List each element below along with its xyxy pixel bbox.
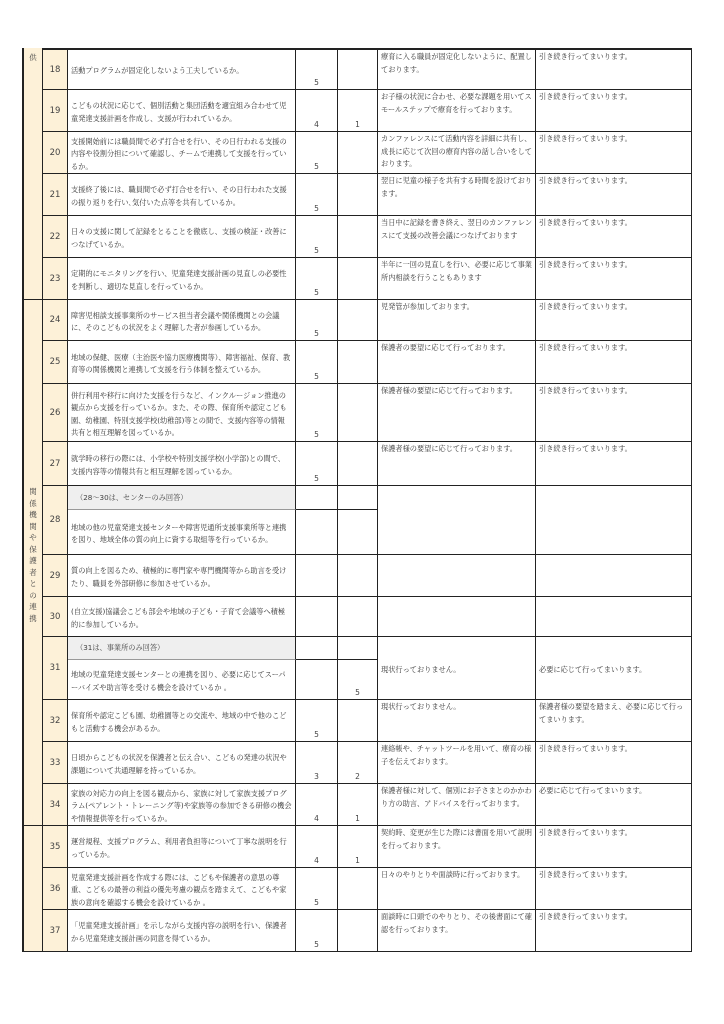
improvement-text: 引き続き行ってまいります。 [539, 912, 632, 921]
question-text: 日頃からこどもの状況を保護者と伝え合い、こどもの発達の状況や課題について共通理解を持っているか。 [71, 753, 287, 775]
question-text-cell [68, 300, 296, 341]
count-yes-value: 5 [314, 898, 319, 907]
improvement-text: 引き続き行ってまいります。 [539, 744, 632, 753]
count-no-cell [338, 300, 378, 341]
improvement-cell [536, 300, 692, 341]
question-number [43, 555, 68, 597]
question-number [43, 341, 68, 384]
current-status-text: 翌日に児童の様子を共有する時間を設けております。 [381, 176, 532, 198]
count-no-cell [338, 868, 378, 910]
question-number-text: 35 [49, 841, 61, 852]
question-number [43, 300, 68, 341]
question-text: こどもの状況に応じて、個別活動と集団活動を適宜組み合わせて児童発達支援計画を作成し、支援が行われているか。 [71, 101, 287, 123]
current-status-cell [378, 868, 536, 910]
count-no-cell [338, 700, 378, 742]
count-yes-cell [296, 660, 338, 700]
question-number-text: 27 [49, 458, 61, 469]
current-status-text: 連絡帳や、チャットツールを用いて、療育の様子を伝えております。 [381, 744, 532, 766]
count-yes-value: 5 [314, 730, 319, 739]
count-yes-value: 5 [314, 474, 319, 483]
count-no-value: 5 [355, 688, 360, 697]
improvement-text: 引き続き行ってまいります。 [539, 260, 632, 269]
current-status-text: 現状行っておりません。 [381, 702, 461, 711]
current-status-cell [378, 784, 536, 826]
count-no-cell [338, 174, 378, 216]
improvement-text: 必要に応じて行ってまいります。 [539, 786, 647, 795]
count-no-cell [338, 384, 378, 442]
improvement-text: 引き続き行ってまいります。 [539, 343, 632, 352]
current-status-cell [378, 300, 536, 341]
count-no-cell [338, 442, 378, 486]
answer-scope-note-text: （28～30は、センターのみ回答） [76, 492, 188, 502]
question-number [43, 442, 68, 486]
question-text-cell [68, 341, 296, 384]
count-yes-cell [296, 637, 338, 660]
section-label-cell [22, 300, 43, 826]
current-status-text: 保護者様の要望に応じて行っております。 [381, 386, 517, 395]
section-label-cell [22, 826, 43, 952]
question-text: 障害児相談支援事業所のサービス担当者会議や関係機関との会議に、そのこどもの状況をよく理解した者が参画しているか。 [71, 310, 280, 332]
count-yes-cell [296, 597, 338, 637]
count-no-value: 1 [355, 814, 360, 823]
improvement-text: 引き続き行ってまいります。 [539, 302, 632, 311]
count-yes-cell [296, 132, 338, 174]
count-no-value: 2 [355, 772, 360, 781]
question-number [43, 784, 68, 826]
question-number [43, 742, 68, 784]
question-number-text: 31 [49, 663, 61, 673]
current-status-text: 保護者様の要望に応じて行っております。 [381, 444, 517, 453]
question-text: 支援開始前には職員間で必ず打合せを行い、その日行われる支援の内容や役割分担について確認し、チームで連携して支援を行っているか。 [71, 136, 287, 171]
question-text: 活動プログラムが固定化しないよう工夫しているか。 [71, 66, 244, 76]
question-text: 質の向上を図るため、積極的に専門家や専門機関等から助言を受けたり、職員を外部研修に参加させているか。 [71, 566, 287, 588]
improvement-cell [536, 216, 692, 258]
count-yes-value: 5 [314, 430, 319, 439]
count-no-cell [338, 555, 378, 597]
question-text: 日々の支援に関して記録をとることを徹底し、支援の検証・改善につなげているか。 [71, 227, 287, 249]
current-status-cell [378, 216, 536, 258]
question-number-text: 20 [49, 147, 61, 158]
question-text-cell [68, 910, 296, 952]
improvement-cell [536, 555, 692, 597]
current-status-cell [378, 597, 536, 637]
question-number-text: 36 [49, 883, 61, 894]
question-text-cell [68, 90, 296, 132]
count-no-cell [338, 637, 378, 660]
current-status-text: 療育に入る職員が固定化しないように、配置しております。 [381, 52, 532, 74]
question-text-cell [68, 597, 296, 637]
improvement-text: 引き続き行ってまいります。 [539, 176, 632, 185]
question-number-text: 18 [49, 64, 61, 75]
count-yes-cell [296, 48, 338, 90]
improvement-text: 引き続き行ってまいります。 [539, 828, 632, 837]
question-text: 併行利用や移行に向けた支援を行うなど、インクルージョン推進の観点から支援を行っているか。また、その際、保育所や認定こども園、幼稚園、特別支援学校(幼稚部)等との間で、支援内容等の情報共有と相互理解を図っているか。 [71, 390, 287, 437]
current-status-text: 当日中に記録を書き終え、翌日のカンファレンスにて支援の改善会議につなげております [381, 218, 533, 240]
question-text-cell [68, 216, 296, 258]
current-status-text: カンファレンスにて活動内容を詳細に共有し、成長に応じて次回の療育内容の話し合いをしております。 [381, 134, 532, 168]
answer-scope-note [68, 637, 296, 660]
question-number-text: 34 [49, 799, 61, 810]
count-no-cell [338, 597, 378, 637]
question-text-cell [68, 742, 296, 784]
current-status-text: 面談時に口頭でのやりとり、その後書面にて確認を行っております。 [381, 912, 532, 934]
count-yes-value: 4 [314, 814, 319, 823]
count-yes-value: 5 [314, 372, 319, 381]
question-number [43, 384, 68, 442]
improvement-text: 引き続き行ってまいります。 [539, 444, 632, 453]
question-number-text: 28 [49, 515, 61, 525]
improvement-cell [536, 826, 692, 868]
answer-scope-note-text: （31は、事業所のみ回答） [76, 643, 165, 652]
current-status-cell [378, 742, 536, 784]
improvement-cell [536, 486, 692, 555]
improvement-text: 引き続き行ってまいります。 [539, 386, 632, 395]
question-number-text: 30 [49, 611, 61, 622]
question-text-cell [68, 868, 296, 910]
question-number-text: 29 [49, 570, 61, 581]
count-yes-cell [296, 555, 338, 597]
count-yes-value: 4 [314, 120, 319, 129]
question-text-cell [68, 442, 296, 486]
question-text-cell [68, 510, 296, 555]
current-status-cell [378, 555, 536, 597]
current-status-text: 半年に一回の見直しを行い、必要に応じて事業所内相談を行うこともあります [381, 260, 532, 282]
current-status-cell [378, 910, 536, 952]
question-text-cell [68, 660, 296, 700]
count-no-cell [338, 258, 378, 300]
count-yes-cell [296, 742, 338, 784]
count-yes-cell [296, 868, 338, 910]
improvement-text: 引き続き行ってまいります。 [539, 218, 632, 227]
question-text-cell [68, 700, 296, 742]
current-status-text: 保護者様に対して、個別にお子さまとのかかわり方の助言、アドバイスを行っております。 [381, 786, 532, 808]
question-text-cell [68, 384, 296, 442]
question-text-cell [68, 555, 296, 597]
count-yes-cell [296, 700, 338, 742]
question-text-cell [68, 784, 296, 826]
question-number [43, 48, 68, 90]
improvement-cell [536, 48, 692, 90]
improvement-text: 引き続き行ってまいります。 [539, 134, 632, 143]
current-status-cell [378, 258, 536, 300]
count-yes-cell [296, 910, 338, 952]
current-status-text: 契約時、変更が生じた際には書面を用いて説明を行っております。 [381, 828, 532, 850]
count-no-cell [338, 742, 378, 784]
count-yes-cell [296, 442, 338, 486]
section-label: 供 [29, 53, 37, 62]
question-text: 家族の対応力の向上を図る観点から、家族に対して家族支援プログラム(ペアレント・トレーニング等)や家族等の参加できる研修の機会や情報提供等を行っているか。 [71, 788, 292, 823]
current-status-text: 現状行っておりません。 [381, 665, 461, 674]
count-no-cell [338, 826, 378, 868]
current-status-text: 児発管が参加しております。 [381, 302, 474, 311]
improvement-cell [536, 637, 692, 700]
count-yes-cell [296, 826, 338, 868]
question-number [43, 597, 68, 637]
question-number-text: 32 [49, 715, 61, 726]
question-number [43, 216, 68, 258]
improvement-cell [536, 341, 692, 384]
improvement-text: 引き続き行ってまいります。 [539, 52, 632, 61]
improvement-cell [536, 90, 692, 132]
improvement-cell [536, 742, 692, 784]
count-yes-cell [296, 216, 338, 258]
count-yes-value: 5 [314, 78, 319, 87]
question-number [43, 637, 68, 700]
question-text: 定期的にモニタリングを行い、児童発達支援計画の見直しの必要性を判断し、適切な見直しを行っているか。 [71, 269, 287, 291]
count-yes-value: 5 [314, 288, 319, 297]
improvement-text: 保護者様の要望を踏まえ、必要に応じて行ってまいります。 [539, 702, 684, 724]
count-yes-cell [296, 258, 338, 300]
question-text-cell [68, 48, 296, 90]
count-no-cell [338, 910, 378, 952]
current-status-cell [378, 442, 536, 486]
current-status-text: 保護者の要望に応じて行っております。 [381, 343, 510, 352]
current-status-cell [378, 132, 536, 174]
improvement-cell [536, 910, 692, 952]
count-yes-value: 5 [314, 246, 319, 255]
question-text: 支援終了後には、職員間で必ず打合せを行い、その日行われた支援の振り返りを行い､気付いた点等を共有しているか。 [71, 185, 287, 207]
question-text: 「児童発達支援計画」を示しながら支援内容の説明を行い、保護者から児童発達支援計画の同意を得ているか。 [71, 921, 287, 943]
count-yes-value: 4 [314, 856, 319, 865]
count-yes-cell [296, 510, 338, 555]
count-yes-cell [296, 384, 338, 442]
question-number-text: 25 [49, 357, 61, 367]
current-status-cell [378, 90, 536, 132]
improvement-cell [536, 597, 692, 637]
section-label-cell [22, 48, 43, 300]
current-status-cell [378, 48, 536, 90]
improvement-cell [536, 132, 692, 174]
question-text: 地域の保健、医療（主治医や協力医療機関等）、障害福祉、保育、教育等の関係機関と連携して支援を行う体制を整えているか。 [71, 352, 291, 374]
question-number [43, 486, 68, 555]
question-text: (自立支援)協議会こども部会や地域の子ども・子育て会議等へ積極的に参加しているか。 [71, 607, 286, 629]
question-text: 就学時の移行の際には、小学校や特別支援学校(小学部)との間で、支援内容等の情報共有と相互理解を図っているか。 [71, 454, 285, 476]
question-number-text: 24 [49, 315, 61, 325]
current-status-cell [378, 826, 536, 868]
count-no-cell [338, 784, 378, 826]
improvement-cell [536, 442, 692, 486]
improvement-cell [536, 784, 692, 826]
count-no-cell [338, 132, 378, 174]
count-no-cell [338, 660, 378, 700]
count-yes-value: 3 [314, 772, 319, 781]
question-text-cell [68, 174, 296, 216]
current-status-cell [378, 341, 536, 384]
count-yes-value: 5 [314, 162, 319, 171]
current-status-cell [378, 486, 536, 555]
question-text: 運営規程、支援プログラム、利用者負担等について丁寧な説明を行っているか。 [71, 837, 287, 859]
count-yes-cell [296, 341, 338, 384]
question-number-text: 19 [49, 105, 61, 116]
question-number-text: 21 [49, 189, 61, 200]
question-text: 保育所や認定こども園、幼稚園等との交流や、地域の中で他のこどもと活動する機会があるか。 [71, 711, 287, 733]
count-no-value: 1 [355, 856, 360, 865]
count-no-cell [338, 216, 378, 258]
count-no-cell [338, 486, 378, 510]
question-number-text: 23 [49, 273, 61, 284]
count-no-cell [338, 48, 378, 90]
count-yes-cell [296, 784, 338, 826]
improvement-cell [536, 258, 692, 300]
improvement-cell [536, 174, 692, 216]
answer-scope-note [68, 486, 296, 510]
count-yes-value: 5 [314, 204, 319, 213]
question-number-text: 37 [49, 925, 61, 936]
question-text-cell [68, 132, 296, 174]
current-status-cell [378, 384, 536, 442]
current-status-text: 日々のやりとりや面談時に行っております。 [381, 870, 525, 879]
question-text-cell [68, 826, 296, 868]
question-text-cell [68, 258, 296, 300]
improvement-cell [536, 384, 692, 442]
question-number [43, 700, 68, 742]
improvement-cell [536, 700, 692, 742]
current-status-cell [378, 174, 536, 216]
improvement-text: 引き続き行ってまいります。 [539, 92, 632, 101]
improvement-cell [536, 868, 692, 910]
question-number [43, 868, 68, 910]
question-number [43, 90, 68, 132]
question-text: 地域の他の児童発達支援センターや障害児通所支援事業所等と連携を図り、地域全体の質の向上に資する取組等を行っているか。 [71, 522, 287, 544]
count-no-cell [338, 510, 378, 555]
current-status-cell [378, 637, 536, 700]
question-number [43, 174, 68, 216]
question-text: 地域の児童発達支援センターとの連携を図り、必要に応じてスーパーバイズや助言等を受ける機会を設けているか 。 [71, 670, 286, 692]
question-number [43, 258, 68, 300]
count-yes-cell [296, 486, 338, 510]
current-status-text: お子様の状況に合わせ、必要な課題を用いてスモールステップで療育を行っております。 [381, 92, 532, 114]
current-status-cell [378, 700, 536, 742]
improvement-text: 必要に応じて行ってまいります。 [539, 665, 647, 674]
question-number-text: 33 [49, 757, 61, 768]
count-yes-value: 5 [314, 940, 319, 949]
improvement-text: 引き続き行ってまいります。 [539, 870, 632, 879]
question-number [43, 910, 68, 952]
count-yes-value: 5 [314, 329, 319, 338]
question-number [43, 826, 68, 868]
count-yes-cell [296, 300, 338, 341]
question-number-text: 22 [49, 231, 61, 242]
count-no-cell [338, 341, 378, 384]
question-number-text: 26 [49, 407, 61, 418]
count-no-value: 1 [355, 120, 360, 129]
count-no-cell [338, 90, 378, 132]
question-text: 児童発達支援計画を作成する際には、こどもや保護者の意思の尊重、こどもの最善の利益の優先考慮の観点を踏まえて、こどもや家族の意向を確認する機会を設けているか 。 [71, 872, 287, 907]
section-label: 関係機関や保護者との連携 [29, 487, 37, 623]
count-yes-cell [296, 90, 338, 132]
question-number [43, 132, 68, 174]
count-yes-cell [296, 174, 338, 216]
